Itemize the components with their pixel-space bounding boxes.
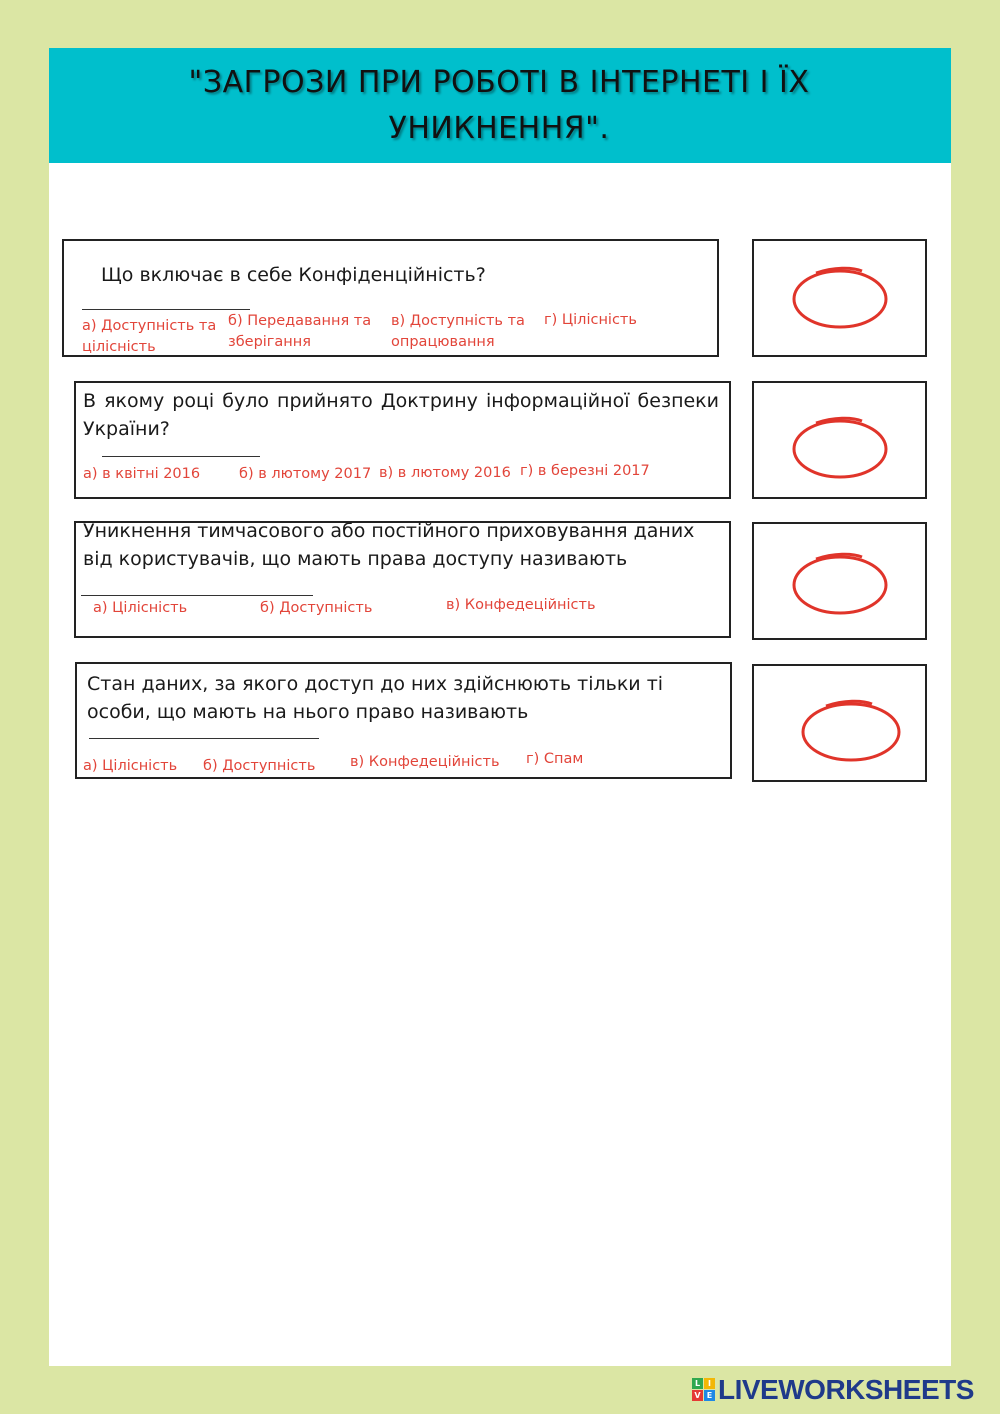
logo-icon-tile-2: I [704, 1378, 715, 1389]
answer-4-box[interactable] [752, 664, 927, 782]
title-banner [49, 48, 951, 163]
page-title-line-1: "ЗАГРОЗИ ПРИ РОБОТІ В ІНТЕРНЕТІ І ЇХ [188, 65, 810, 100]
question-2-answer-line [102, 456, 260, 457]
answer-3-circle-mark [754, 524, 929, 642]
question-3-option-b: б) Доступність [260, 600, 373, 616]
question-1-option-c: в) Доступність та опрацювання [391, 313, 525, 350]
question-1-option-d: г) Цілісність [544, 312, 637, 328]
logo-icon-tile-3: V [692, 1390, 703, 1401]
question-3-text: Уникнення тимчасового або постійного приховування даних від користувачів, що мають права доступу називають [83, 520, 695, 570]
liveworksheets-logo-icon [692, 1378, 716, 1402]
question-4-option-a: а) Цілісність [83, 758, 178, 774]
answer-1-circle-mark [754, 241, 929, 359]
question-2-text: В якому році було прийнято Доктрину інформаційної безпеки України? [83, 390, 719, 440]
question-3-option-c: в) Конфедеційність [446, 597, 596, 613]
question-3-option-a: а) Цілісність [93, 600, 188, 616]
question-2-option-d: г) в березні 2017 [520, 463, 650, 479]
answer-2-circle-mark [754, 383, 929, 501]
question-4-option-d: г) Спам [526, 751, 584, 767]
liveworksheets-logo[interactable] [692, 1372, 992, 1408]
answer-3-box[interactable] [752, 522, 927, 640]
question-1-text: Що включає в себе Конфіденційність? [101, 264, 486, 286]
question-1-option-a: а) Доступність та цілісність [82, 318, 217, 355]
question-1-box [62, 239, 719, 357]
page-title [89, 60, 909, 152]
question-4-option-c: в) Конфедеційність [350, 754, 500, 770]
question-4-answer-line [89, 738, 319, 739]
question-3-box [74, 521, 731, 638]
question-4-box [75, 662, 732, 779]
page-title-line-2: УНИКНЕННЯ". [388, 111, 610, 146]
answer-1-box[interactable] [752, 239, 927, 357]
question-3-answer-line [81, 595, 313, 596]
question-2-option-b: б) в лютому 2017 [239, 466, 372, 482]
question-2-option-a: а) в квітні 2016 [83, 466, 201, 482]
logo-icon-tile-4: E [704, 1390, 715, 1401]
answer-4-circle-mark [754, 666, 929, 784]
answer-2-box[interactable] [752, 381, 927, 499]
liveworksheets-logo-text: LIVEWORKSHEETS [718, 1374, 974, 1405]
question-1-answer-line [82, 309, 250, 310]
question-4-option-b: б) Доступність [203, 758, 316, 774]
question-4-text: Стан даних, за якого доступ до них здійснюють тільки ті особи, що мають на нього право називають [87, 673, 664, 723]
question-2-option-c: в) в лютому 2016 [379, 465, 511, 481]
question-2-box [74, 381, 731, 499]
logo-icon-tile-1: L [692, 1378, 703, 1389]
question-1-option-b: б) Передавання та зберігання [228, 313, 372, 350]
